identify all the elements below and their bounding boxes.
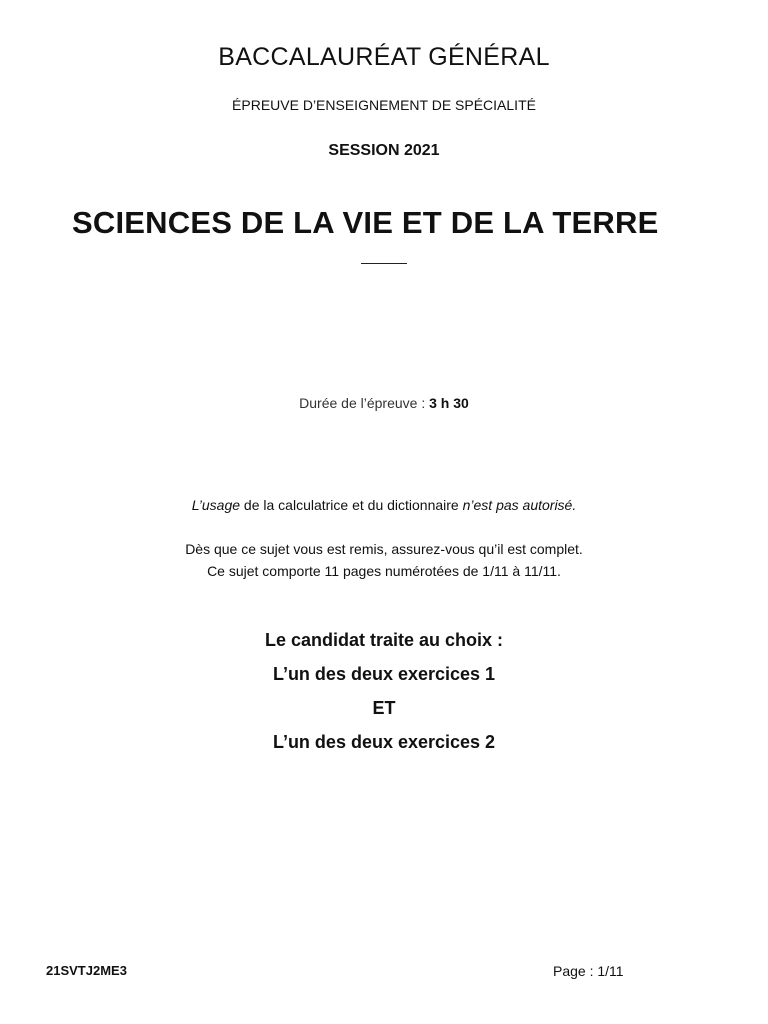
- duration-label: Durée de l’épreuve :: [299, 395, 430, 411]
- subject-title: SCIENCES DE LA VIE ET DE LA TERRE: [72, 205, 659, 240]
- instruction-exercise-2: L’un des deux exercices 2: [272, 732, 496, 752]
- usage-items: de la calculatrice et du dictionnaire: [243, 497, 459, 513]
- usage-prefix: L’usage: [191, 497, 244, 513]
- duration-value: 3 h 30: [429, 395, 469, 411]
- session-label: SESSION 2021: [328, 142, 440, 159]
- page-count-notice: Ce sujet comporte 11 pages numérotées de 1/11 à 11/11.: [207, 563, 561, 579]
- exam-subtitle: ÉPREUVE D’ENSEIGNEMENT DE SPÉCIALITÉ: [232, 97, 536, 113]
- title-divider: [361, 263, 407, 264]
- exam-title: BACCALAURÉAT GÉNÉRAL: [218, 43, 550, 71]
- complete-check-notice: Dès que ce sujet vous est remis, assurez-vous qu’il est complet.: [185, 541, 583, 557]
- page-number: Page : 1/11: [553, 963, 624, 979]
- instruction-and: ET: [372, 698, 396, 718]
- instruction-exercise-1: L’un des deux exercices 1: [272, 664, 496, 684]
- subject-code: 21SVTJ2ME3: [46, 963, 127, 978]
- instruction-choice: Le candidat traite au choix :: [264, 630, 504, 650]
- duration-line: [0, 395, 768, 411]
- calculator-rule: [0, 497, 768, 513]
- usage-suffix: n’est pas autorisé.: [458, 497, 577, 513]
